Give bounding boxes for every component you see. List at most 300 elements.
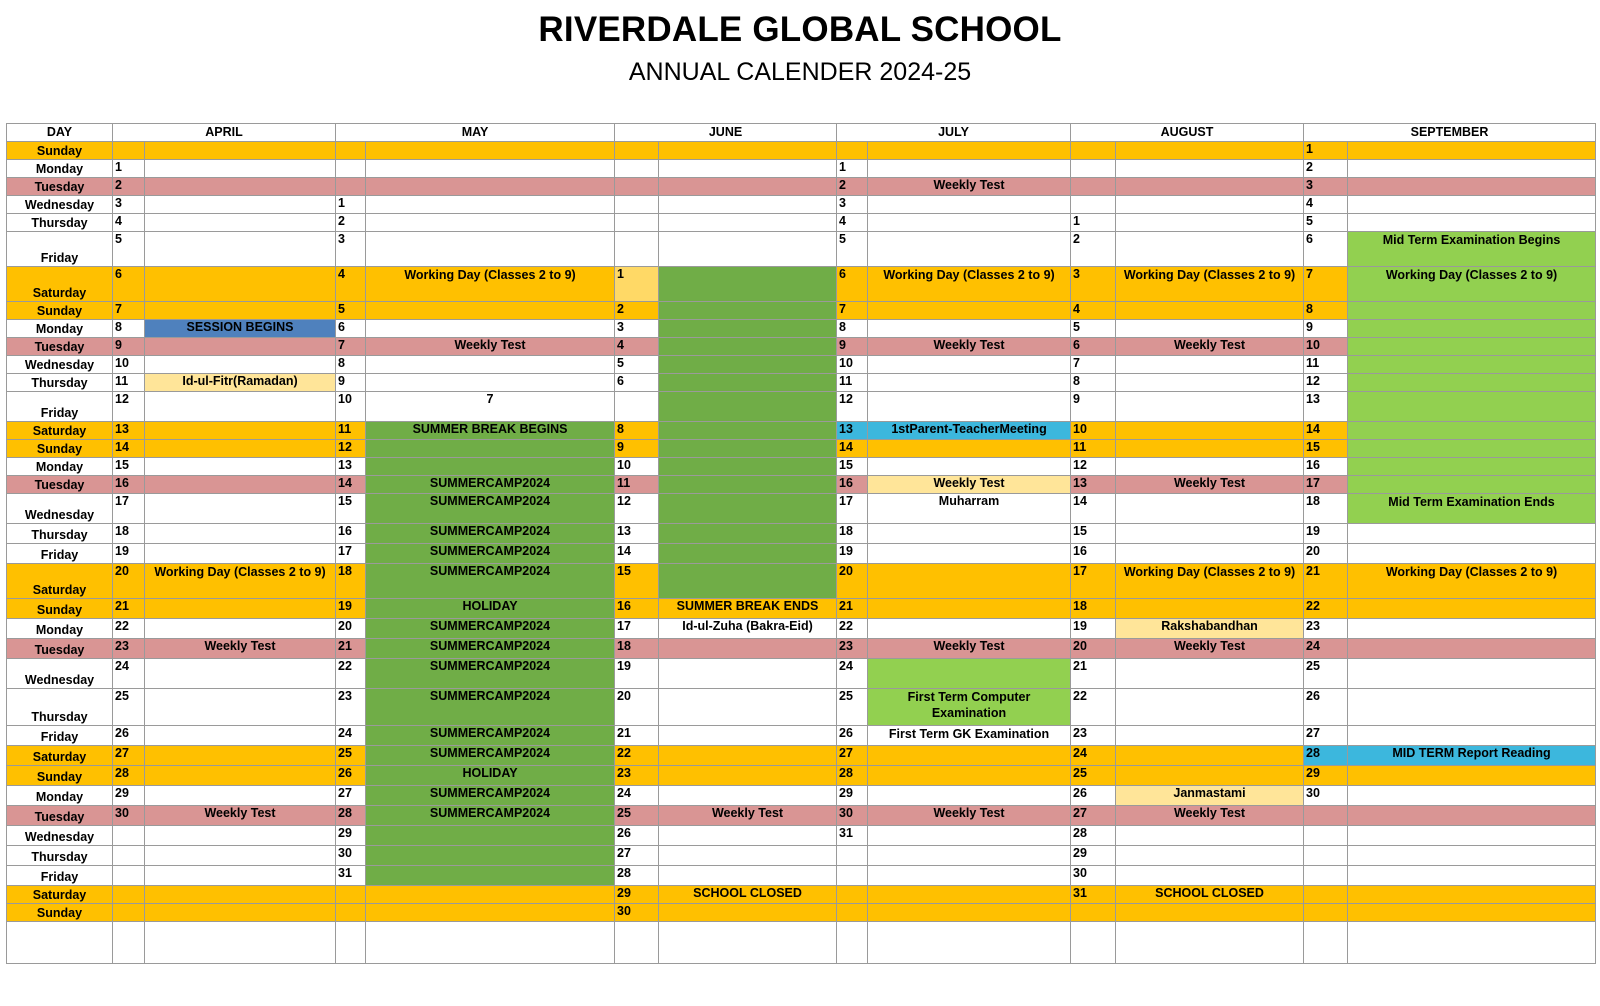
september-date-cell: 27	[1304, 726, 1348, 746]
june-event-cell	[659, 659, 837, 689]
july-date-cell: 10	[837, 356, 868, 374]
may-event-cell	[366, 178, 615, 196]
august-event-cell: Rakshabandhan	[1116, 619, 1304, 639]
september-event-cell	[1348, 886, 1596, 904]
april-event-cell	[145, 458, 336, 476]
column-header-may: MAY	[336, 124, 615, 142]
july-event-cell: 1stParent-TeacherMeeting	[868, 422, 1071, 440]
april-event-cell	[145, 160, 336, 178]
june-event-cell	[659, 338, 837, 356]
calendar-row	[7, 866, 1596, 886]
august-date-cell	[1071, 160, 1116, 178]
september-date-cell: 13	[1304, 392, 1348, 422]
june-date-cell: 5	[615, 356, 659, 374]
april-date-cell: 5	[113, 232, 145, 267]
calendar-row	[7, 267, 1596, 302]
august-date-cell: 12	[1071, 458, 1116, 476]
calendar-row	[7, 302, 1596, 320]
june-date-cell: 14	[615, 544, 659, 564]
august-date-cell: 15	[1071, 524, 1116, 544]
july-date-cell: 14	[837, 440, 868, 458]
day-name-cell: Saturday	[7, 267, 113, 302]
day-name-cell: Wednesday	[7, 494, 113, 524]
april-event-cell	[145, 476, 336, 494]
august-event-cell	[1116, 320, 1304, 338]
september-event-cell	[1348, 846, 1596, 866]
april-date-cell	[113, 826, 145, 846]
june-event-cell: Id-ul-Zuha (Bakra-Eid)	[659, 619, 837, 639]
september-date-cell: 10	[1304, 338, 1348, 356]
august-date-cell: 19	[1071, 619, 1116, 639]
august-date-cell: 26	[1071, 786, 1116, 806]
may-date-cell: 3	[336, 232, 366, 267]
day-name-cell: Thursday	[7, 214, 113, 232]
day-name-cell: Sunday	[7, 904, 113, 922]
september-date-cell	[1304, 826, 1348, 846]
september-date-cell: 22	[1304, 599, 1348, 619]
june-date-cell: 21	[615, 726, 659, 746]
may-date-cell: 15	[336, 494, 366, 524]
april-date-cell: 10	[113, 356, 145, 374]
day-name-cell: Thursday	[7, 846, 113, 866]
june-event-cell	[659, 786, 837, 806]
july-date-cell: 29	[837, 786, 868, 806]
august-event-cell	[1116, 196, 1304, 214]
september-event-cell	[1348, 160, 1596, 178]
day-name-cell: Wednesday	[7, 659, 113, 689]
august-date-cell: 2	[1071, 232, 1116, 267]
april-event-cell: SESSION BEGINS	[145, 320, 336, 338]
september-event-cell	[1348, 866, 1596, 886]
september-date-cell: 1	[1304, 142, 1348, 160]
april-event-cell	[145, 232, 336, 267]
april-date-cell: 19	[113, 544, 145, 564]
april-event-cell	[145, 659, 336, 689]
june-event-cell	[659, 746, 837, 766]
june-event-cell	[659, 544, 837, 564]
june-event-cell	[659, 320, 837, 338]
august-date-cell: 24	[1071, 746, 1116, 766]
may-event-cell	[366, 440, 615, 458]
july-event-cell	[868, 659, 1071, 689]
may-event-cell: SUMMERCAMP2024	[366, 619, 615, 639]
calendar-row	[7, 544, 1596, 564]
september-event-cell	[1348, 922, 1596, 964]
may-date-cell	[336, 178, 366, 196]
june-date-cell: 13	[615, 524, 659, 544]
april-event-cell	[145, 726, 336, 746]
april-event-cell	[145, 494, 336, 524]
calendar-row	[7, 746, 1596, 766]
june-event-cell	[659, 214, 837, 232]
calendar-row	[7, 440, 1596, 458]
june-event-cell	[659, 356, 837, 374]
june-event-cell	[659, 766, 837, 786]
calendar-row	[7, 196, 1596, 214]
may-event-cell	[366, 458, 615, 476]
september-date-cell: 5	[1304, 214, 1348, 232]
calendar-row	[7, 619, 1596, 639]
july-date-cell	[837, 846, 868, 866]
june-event-cell	[659, 846, 837, 866]
july-event-cell	[868, 524, 1071, 544]
calendar-row	[7, 392, 1596, 422]
april-date-cell: 13	[113, 422, 145, 440]
april-event-cell	[145, 338, 336, 356]
may-date-cell	[336, 904, 366, 922]
july-date-cell: 13	[837, 422, 868, 440]
june-date-cell: 4	[615, 338, 659, 356]
september-event-cell	[1348, 142, 1596, 160]
april-event-cell	[145, 356, 336, 374]
may-date-cell: 12	[336, 440, 366, 458]
june-date-cell: 12	[615, 494, 659, 524]
june-date-cell: 25	[615, 806, 659, 826]
july-date-cell: 6	[837, 267, 868, 302]
may-event-cell	[366, 302, 615, 320]
august-event-cell	[1116, 544, 1304, 564]
may-date-cell: 23	[336, 689, 366, 726]
september-event-cell	[1348, 826, 1596, 846]
june-date-cell: 24	[615, 786, 659, 806]
may-date-cell	[336, 160, 366, 178]
day-name-cell: Friday	[7, 544, 113, 564]
july-date-cell: 26	[837, 726, 868, 746]
may-date-cell: 17	[336, 544, 366, 564]
may-event-cell: SUMMERCAMP2024	[366, 689, 615, 726]
august-date-cell: 23	[1071, 726, 1116, 746]
may-event-cell: SUMMERCAMP2024	[366, 476, 615, 494]
july-event-cell: Working Day (Classes 2 to 9)	[868, 267, 1071, 302]
june-date-cell	[615, 196, 659, 214]
may-date-cell: 20	[336, 619, 366, 639]
august-date-cell	[1071, 178, 1116, 196]
september-date-cell: 18	[1304, 494, 1348, 524]
calendar-row	[7, 922, 1596, 964]
may-event-cell: HOLIDAY	[366, 766, 615, 786]
august-date-cell: 7	[1071, 356, 1116, 374]
april-event-cell	[145, 267, 336, 302]
july-event-cell: Weekly Test	[868, 178, 1071, 196]
may-event-cell: SUMMER BREAK BEGINS	[366, 422, 615, 440]
day-name-cell: Wednesday	[7, 196, 113, 214]
september-date-cell: 24	[1304, 639, 1348, 659]
july-date-cell: 12	[837, 392, 868, 422]
day-name-cell: Monday	[7, 458, 113, 476]
calendar-row	[7, 458, 1596, 476]
september-event-cell	[1348, 196, 1596, 214]
june-event-cell	[659, 826, 837, 846]
april-date-cell: 17	[113, 494, 145, 524]
may-event-cell	[366, 356, 615, 374]
day-name-cell: Wednesday	[7, 356, 113, 374]
september-date-cell: 21	[1304, 564, 1348, 599]
june-date-cell: 6	[615, 374, 659, 392]
may-event-cell	[366, 320, 615, 338]
august-date-cell: 17	[1071, 564, 1116, 599]
july-date-cell: 1	[837, 160, 868, 178]
may-event-cell	[366, 904, 615, 922]
july-event-cell	[868, 766, 1071, 786]
may-event-cell	[366, 846, 615, 866]
july-event-cell	[868, 320, 1071, 338]
may-event-cell	[366, 196, 615, 214]
june-event-cell	[659, 922, 837, 964]
september-date-cell: 11	[1304, 356, 1348, 374]
august-event-cell: Weekly Test	[1116, 338, 1304, 356]
july-event-cell: Muharram	[868, 494, 1071, 524]
april-event-cell	[145, 392, 336, 422]
may-event-cell	[366, 374, 615, 392]
june-event-cell: SCHOOL CLOSED	[659, 886, 837, 904]
calendar-row	[7, 422, 1596, 440]
july-event-cell	[868, 826, 1071, 846]
august-event-cell	[1116, 866, 1304, 886]
august-event-cell	[1116, 826, 1304, 846]
august-event-cell	[1116, 178, 1304, 196]
may-date-cell: 13	[336, 458, 366, 476]
april-date-cell: 25	[113, 689, 145, 726]
july-date-cell	[837, 866, 868, 886]
may-event-cell	[366, 886, 615, 904]
may-event-cell: SUMMERCAMP2024	[366, 786, 615, 806]
may-date-cell: 25	[336, 746, 366, 766]
july-event-cell	[868, 196, 1071, 214]
august-date-cell: 22	[1071, 689, 1116, 726]
september-event-cell	[1348, 338, 1596, 356]
august-event-cell	[1116, 392, 1304, 422]
april-date-cell: 11	[113, 374, 145, 392]
april-event-cell: Weekly Test	[145, 639, 336, 659]
april-event-cell: Weekly Test	[145, 806, 336, 826]
july-date-cell: 19	[837, 544, 868, 564]
june-date-cell	[615, 922, 659, 964]
august-event-cell	[1116, 659, 1304, 689]
july-date-cell: 7	[837, 302, 868, 320]
april-date-cell: 23	[113, 639, 145, 659]
may-date-cell: 28	[336, 806, 366, 826]
april-event-cell	[145, 544, 336, 564]
july-date-cell	[837, 922, 868, 964]
july-event-cell	[868, 619, 1071, 639]
june-event-cell	[659, 160, 837, 178]
august-date-cell: 27	[1071, 806, 1116, 826]
day-name-cell: Tuesday	[7, 338, 113, 356]
column-header-july: JULY	[837, 124, 1071, 142]
calendar-row	[7, 689, 1596, 726]
april-date-cell: 27	[113, 746, 145, 766]
september-event-cell	[1348, 524, 1596, 544]
july-date-cell: 16	[837, 476, 868, 494]
august-date-cell: 30	[1071, 866, 1116, 886]
september-date-cell: 29	[1304, 766, 1348, 786]
may-date-cell: 22	[336, 659, 366, 689]
august-date-cell	[1071, 196, 1116, 214]
august-event-cell	[1116, 726, 1304, 746]
june-event-cell	[659, 904, 837, 922]
april-event-cell	[145, 886, 336, 904]
august-event-cell	[1116, 524, 1304, 544]
may-date-cell: 21	[336, 639, 366, 659]
may-event-cell: SUMMERCAMP2024	[366, 524, 615, 544]
july-event-cell	[868, 866, 1071, 886]
july-date-cell: 25	[837, 689, 868, 726]
august-date-cell: 31	[1071, 886, 1116, 904]
september-event-cell	[1348, 726, 1596, 746]
may-event-cell: HOLIDAY	[366, 599, 615, 619]
august-date-cell: 29	[1071, 846, 1116, 866]
july-event-cell: First Term GK Examination	[868, 726, 1071, 746]
april-date-cell: 7	[113, 302, 145, 320]
april-event-cell: Working Day (Classes 2 to 9)	[145, 564, 336, 599]
may-date-cell: 30	[336, 846, 366, 866]
september-date-cell: 17	[1304, 476, 1348, 494]
july-date-cell: 21	[837, 599, 868, 619]
july-date-cell: 28	[837, 766, 868, 786]
september-event-cell	[1348, 544, 1596, 564]
august-date-cell: 18	[1071, 599, 1116, 619]
july-date-cell: 4	[837, 214, 868, 232]
day-name-cell: Monday	[7, 619, 113, 639]
calendar-row	[7, 476, 1596, 494]
june-event-cell	[659, 392, 837, 422]
june-date-cell: 22	[615, 746, 659, 766]
september-date-cell: 20	[1304, 544, 1348, 564]
july-date-cell: 23	[837, 639, 868, 659]
column-header-september: SEPTEMBER	[1304, 124, 1596, 142]
september-date-cell: 6	[1304, 232, 1348, 267]
september-date-cell: 4	[1304, 196, 1348, 214]
august-event-cell	[1116, 846, 1304, 866]
may-date-cell: 7	[336, 338, 366, 356]
day-name-cell: Monday	[7, 786, 113, 806]
may-date-cell: 14	[336, 476, 366, 494]
may-date-cell: 24	[336, 726, 366, 746]
july-event-cell	[868, 374, 1071, 392]
may-event-cell: SUMMERCAMP2024	[366, 639, 615, 659]
september-event-cell	[1348, 639, 1596, 659]
july-date-cell: 22	[837, 619, 868, 639]
calendar-row	[7, 826, 1596, 846]
june-date-cell	[615, 178, 659, 196]
july-date-cell: 8	[837, 320, 868, 338]
july-date-cell: 18	[837, 524, 868, 544]
september-date-cell	[1304, 886, 1348, 904]
may-event-cell: SUMMERCAMP2024	[366, 806, 615, 826]
calendar-row	[7, 232, 1596, 267]
july-date-cell: 11	[837, 374, 868, 392]
july-event-cell	[868, 904, 1071, 922]
may-event-cell: Working Day (Classes 2 to 9)	[366, 267, 615, 302]
april-event-cell	[145, 846, 336, 866]
april-date-cell: 28	[113, 766, 145, 786]
september-event-cell: Working Day (Classes 2 to 9)	[1348, 564, 1596, 599]
may-date-cell: 26	[336, 766, 366, 786]
august-date-cell: 4	[1071, 302, 1116, 320]
day-name-cell	[7, 922, 113, 964]
june-event-cell	[659, 142, 837, 160]
july-event-cell	[868, 160, 1071, 178]
calendar-row	[7, 374, 1596, 392]
july-event-cell	[868, 356, 1071, 374]
august-event-cell	[1116, 599, 1304, 619]
september-event-cell: Mid Term Examination Begins	[1348, 232, 1596, 267]
august-event-cell	[1116, 494, 1304, 524]
september-date-cell: 16	[1304, 458, 1348, 476]
calendar-row	[7, 142, 1596, 160]
calendar-row	[7, 178, 1596, 196]
may-event-cell: SUMMERCAMP2024	[366, 544, 615, 564]
june-date-cell: 30	[615, 904, 659, 922]
july-event-cell	[868, 846, 1071, 866]
september-event-cell	[1348, 766, 1596, 786]
august-date-cell: 1	[1071, 214, 1116, 232]
september-event-cell	[1348, 599, 1596, 619]
september-date-cell: 7	[1304, 267, 1348, 302]
august-event-cell	[1116, 766, 1304, 786]
april-event-cell	[145, 866, 336, 886]
august-event-cell	[1116, 214, 1304, 232]
june-date-cell: 15	[615, 564, 659, 599]
july-date-cell	[837, 142, 868, 160]
august-date-cell: 16	[1071, 544, 1116, 564]
may-date-cell: 19	[336, 599, 366, 619]
june-date-cell: 28	[615, 866, 659, 886]
may-date-cell	[336, 922, 366, 964]
august-date-cell: 8	[1071, 374, 1116, 392]
calendar-row	[7, 766, 1596, 786]
july-date-cell: 27	[837, 746, 868, 766]
may-event-cell: Weekly Test	[366, 338, 615, 356]
may-event-cell: SUMMERCAMP2024	[366, 494, 615, 524]
june-date-cell	[615, 232, 659, 267]
september-date-cell	[1304, 904, 1348, 922]
may-date-cell: 8	[336, 356, 366, 374]
august-event-cell	[1116, 422, 1304, 440]
june-date-cell: 18	[615, 639, 659, 659]
may-event-cell	[366, 142, 615, 160]
april-date-cell	[113, 904, 145, 922]
calendar-row	[7, 356, 1596, 374]
april-event-cell	[145, 599, 336, 619]
august-event-cell: Working Day (Classes 2 to 9)	[1116, 564, 1304, 599]
april-date-cell: 30	[113, 806, 145, 826]
april-date-cell: 26	[113, 726, 145, 746]
may-event-cell	[366, 922, 615, 964]
september-event-cell	[1348, 440, 1596, 458]
september-event-cell	[1348, 458, 1596, 476]
may-date-cell: 18	[336, 564, 366, 599]
july-event-cell	[868, 232, 1071, 267]
april-date-cell: 15	[113, 458, 145, 476]
june-event-cell	[659, 458, 837, 476]
day-name-cell: Sunday	[7, 766, 113, 786]
september-date-cell: 28	[1304, 746, 1348, 766]
calendar-row	[7, 726, 1596, 746]
august-date-cell: 13	[1071, 476, 1116, 494]
july-event-cell	[868, 392, 1071, 422]
july-event-cell	[868, 440, 1071, 458]
september-date-cell: 23	[1304, 619, 1348, 639]
day-name-cell: Sunday	[7, 599, 113, 619]
april-event-cell	[145, 440, 336, 458]
july-date-cell: 24	[837, 659, 868, 689]
september-date-cell	[1304, 846, 1348, 866]
may-event-cell	[366, 160, 615, 178]
september-event-cell	[1348, 302, 1596, 320]
august-event-cell: Janmastami	[1116, 786, 1304, 806]
june-date-cell: 1	[615, 267, 659, 302]
